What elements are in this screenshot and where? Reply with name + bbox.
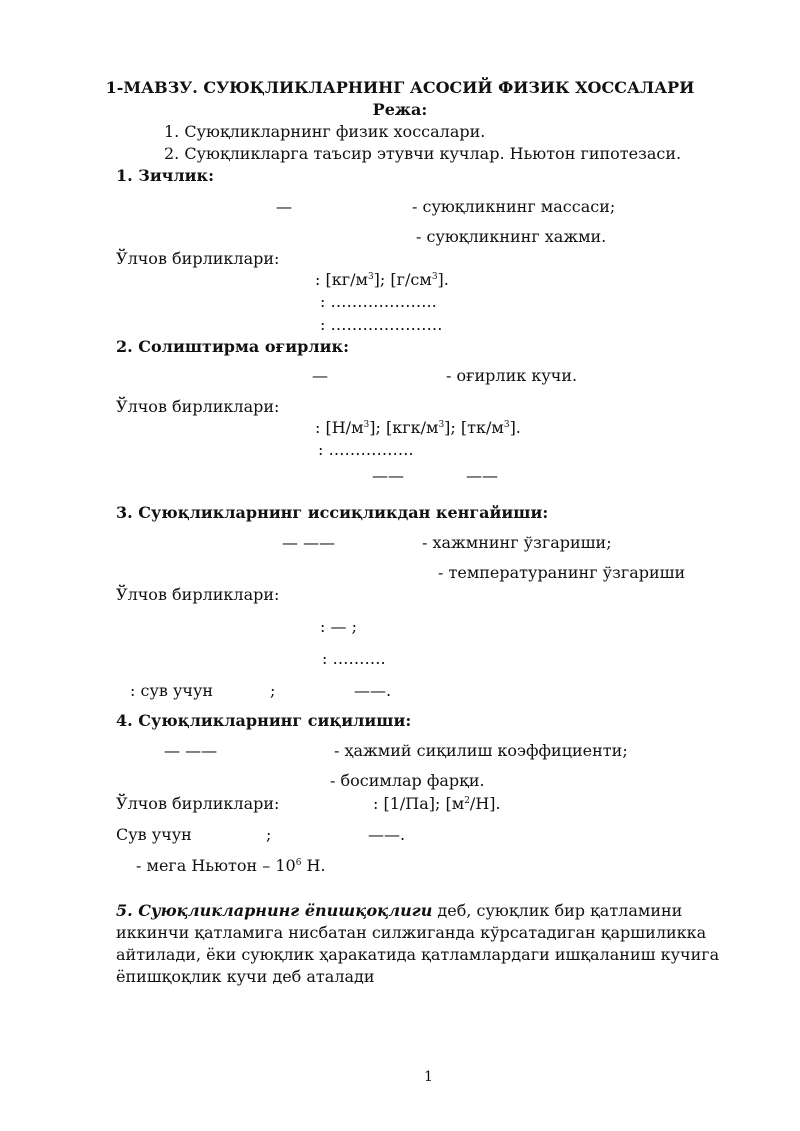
mega-newton-note: - мега Ньютон – $10^6$ Н. — [136, 856, 326, 875]
viscosity-term: 5. Суюқликларнинг ёпишқоқлиги — [116, 901, 433, 920]
page-number: 1 — [424, 1069, 433, 1085]
specific-weight-formula-dash: — — [312, 366, 328, 385]
specific-weight-heading: 2. Солиштирма оғирлик: — [116, 337, 349, 356]
temperature-change-desc: - температуранинг ўзгариши — [438, 563, 686, 582]
viscosity-paragraph — [116, 900, 748, 988]
viscosity-text: деб, суюқлик бир қатламини иккинчи қатламига нисбатан силжиганда кўрсатадиган қаршиликка айтилади, ёки суюқлик ҳаракатида қатламлардаги ишқаланиш кучига ёпишқоқлик кучи деб аталади — [116, 901, 720, 986]
specific-weight-units: : $[Н/м^3]$; $[кгк/м^3]$; $[тк/м^3]$. — [315, 418, 521, 437]
thermal-formula: — —— — [282, 533, 336, 552]
plan-item-2: 2. Суюқликларга таъсир этувчи кучлар. Ньютон гипотезаси. — [164, 144, 682, 163]
thermal-water-separator: ; — [270, 681, 276, 700]
volume-change-desc: - хажмнинг ўзгариши; — [422, 533, 612, 552]
page-title: 1-МАВЗУ. СУЮҚЛИКЛАРНИНГ АСОСИЙ ФИЗИК ХОССАЛАРИ — [105, 78, 695, 97]
thermal-water-label: : сув учун — [130, 681, 214, 700]
compression-units: : [1/Па]; $[м^2/Н]$. — [373, 794, 501, 813]
density-units-label: Ўлчов бирликлари: — [116, 249, 280, 268]
density-volume-desc: - суюқликнинг хажми. — [416, 227, 607, 246]
thermal-dots: : ………. — [322, 649, 386, 668]
density-dots-2: : ………………… — [320, 315, 443, 334]
compression-units-label: Ўлчов бирликлари: — [116, 794, 280, 813]
density-heading: 1. Зичлик: — [116, 166, 214, 185]
pressure-diff-desc: - босимлар фарқи. — [330, 771, 485, 790]
compression-coef-desc: - ҳажмий сиқилиш коэффициенти; — [334, 741, 628, 760]
compression-water-label: Сув учун — [116, 825, 192, 844]
specific-weight-dots: : ……………. — [318, 440, 414, 459]
gravity-desc: - оғирлик кучи. — [446, 366, 578, 385]
compression-water-separator: ; — [266, 825, 272, 844]
compression-heading: 4. Суюқликларнинг сиқилиши: — [116, 711, 412, 730]
fraction-line-2: —— — [466, 466, 498, 485]
fraction-line-1: —— — [372, 466, 404, 485]
density-dots-1: : ……………….. — [320, 292, 437, 311]
plan-heading: Режа: — [372, 100, 428, 119]
density-units: : $[кг/м^3]$; $[г/см^3]$. — [315, 270, 449, 289]
thermal-water-fraction: ——. — [354, 681, 392, 700]
density-formula-dash: — — [276, 197, 292, 216]
thermal-heading: 3. Суюқликларнинг иссиқликдан кенгайиши: — [116, 503, 549, 522]
thermal-units-label: Ўлчов бирликлари: — [116, 585, 280, 604]
compression-formula: — —— — [164, 741, 218, 760]
compression-water-fraction: ——. — [368, 825, 406, 844]
plan-item-1: 1. Суюқликларнинг физик хоссалари. — [164, 122, 486, 141]
density-mass-desc: - суюқликнинг массаси; — [412, 197, 616, 216]
specific-weight-units-label: Ўлчов бирликлари: — [116, 397, 280, 416]
thermal-units: : — ; — [320, 617, 357, 636]
